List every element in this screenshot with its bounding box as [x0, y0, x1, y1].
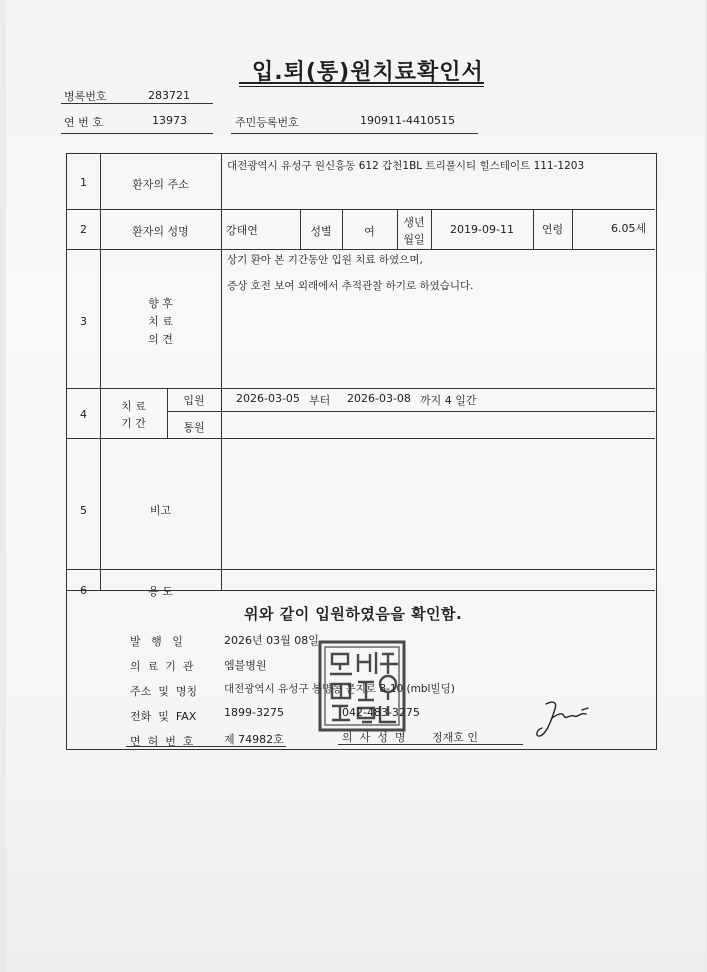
patient-name-label: 환자의 성명 — [132, 225, 189, 238]
resident-number-label: 주민등록번호 — [235, 116, 299, 129]
fax-value: 042-483-3275 — [342, 706, 420, 719]
document-title: 입.퇴(통)원치료확인서 — [252, 60, 484, 85]
inpatient-label: 입원 — [183, 394, 205, 407]
row-divider-4 — [67, 438, 655, 439]
resident-number-underline — [231, 133, 478, 134]
opinion-line-2: 증상 호전 보여 외래에서 추적관찰 하기로 하였습니다. — [227, 280, 474, 292]
row-divider-1 — [67, 209, 655, 210]
resident-number-value: 190911-4410515 — [360, 114, 455, 127]
doctor-value: 정재호 인 — [432, 731, 479, 744]
opinion-label-3: 의 견 — [148, 333, 173, 346]
period-duration: 까지 4 일간 — [420, 394, 477, 407]
period-end-date: 2026-03-08 — [347, 392, 411, 405]
serial-number-value: 13973 — [152, 114, 187, 127]
license-underline — [126, 746, 286, 747]
birth-value: 2019-09-11 — [450, 223, 514, 236]
period-start-date: 2026-03-05 — [236, 392, 300, 405]
remarks-label: 비고 — [149, 504, 172, 517]
row-divider-3 — [67, 388, 655, 389]
title-underline — [239, 82, 484, 84]
period-label-2: 기 간 — [121, 417, 146, 430]
opinion-label-1: 향 후 — [148, 297, 173, 310]
row-number-1: 1 — [80, 176, 87, 189]
license-value: 제 74982호 — [224, 733, 284, 746]
row-number-4: 4 — [80, 408, 87, 421]
issue-date-label: 발 행 일 — [130, 635, 183, 648]
row-number-3: 3 — [80, 315, 87, 328]
hospital-address-label: 주소 및 명칭 — [130, 685, 198, 698]
phone-fax-label: 전화 및 FAX — [130, 710, 197, 723]
doctor-signature — [532, 694, 594, 740]
outpatient-label: 통원 — [183, 421, 205, 434]
patient-address-label: 환자의 주소 — [132, 178, 189, 191]
phone-value: 1899-3275 — [224, 706, 284, 719]
col-divider-label — [221, 154, 222, 590]
serial-number-underline — [61, 133, 213, 134]
hospital-label: 의 료 기 관 — [130, 660, 194, 673]
opinion-line-1: 상기 환아 본 기간동안 입원 치료 하였으며, — [227, 254, 423, 266]
ward-number-label: 병록번호 — [64, 90, 107, 103]
period-from-label: 부터 — [309, 394, 331, 407]
doctor-label: 의 사 성 명 — [342, 731, 406, 744]
age-value: 6.05세 — [611, 222, 647, 235]
sex-value: 여 — [364, 225, 375, 238]
opinion-label-2: 치 료 — [148, 315, 173, 328]
row-divider-period — [167, 411, 655, 412]
title-underline-thin — [239, 86, 484, 87]
hospital-value: 엠블병원 — [224, 659, 267, 672]
row-divider-5 — [67, 569, 655, 570]
confirmation-statement: 위와 같이 입원하였음을 확인함. — [244, 605, 463, 623]
hospital-address-value: 대전광역시 유성구 봉명동 문지로 8-10 (mbl빌딩) — [224, 683, 455, 695]
doctor-underline — [338, 744, 523, 745]
row-number-2: 2 — [80, 223, 87, 236]
col-divider-age-value — [572, 209, 573, 249]
serial-number-label: 연 번 호 — [64, 116, 103, 129]
license-label: 면 허 번 호 — [130, 735, 194, 748]
row-number-6: 6 — [80, 584, 87, 597]
issue-date-value: 2026년 03월 08일 — [224, 634, 319, 647]
sex-label: 성별 — [310, 225, 332, 238]
birth-label-1: 생년 — [403, 216, 425, 229]
purpose-label: 용 도 — [148, 585, 173, 598]
patient-address-value: 대전광역시 유성구 원신흥동 612 갑천1BL 트리풀시티 힐스테이트 111-1203 — [227, 160, 585, 172]
ward-number-value: 283721 — [148, 89, 190, 102]
row-number-5: 5 — [80, 504, 87, 517]
hospital-seal-stamp — [318, 640, 406, 732]
document-page — [6, 0, 705, 972]
patient-name-value: 강태연 — [226, 224, 258, 237]
birth-label-2: 월일 — [403, 233, 425, 246]
ward-number-underline — [61, 103, 213, 104]
col-divider-num — [100, 154, 101, 590]
period-label-1: 치 료 — [121, 400, 146, 413]
age-label: 연령 — [541, 223, 564, 236]
row-divider-2 — [67, 249, 655, 250]
